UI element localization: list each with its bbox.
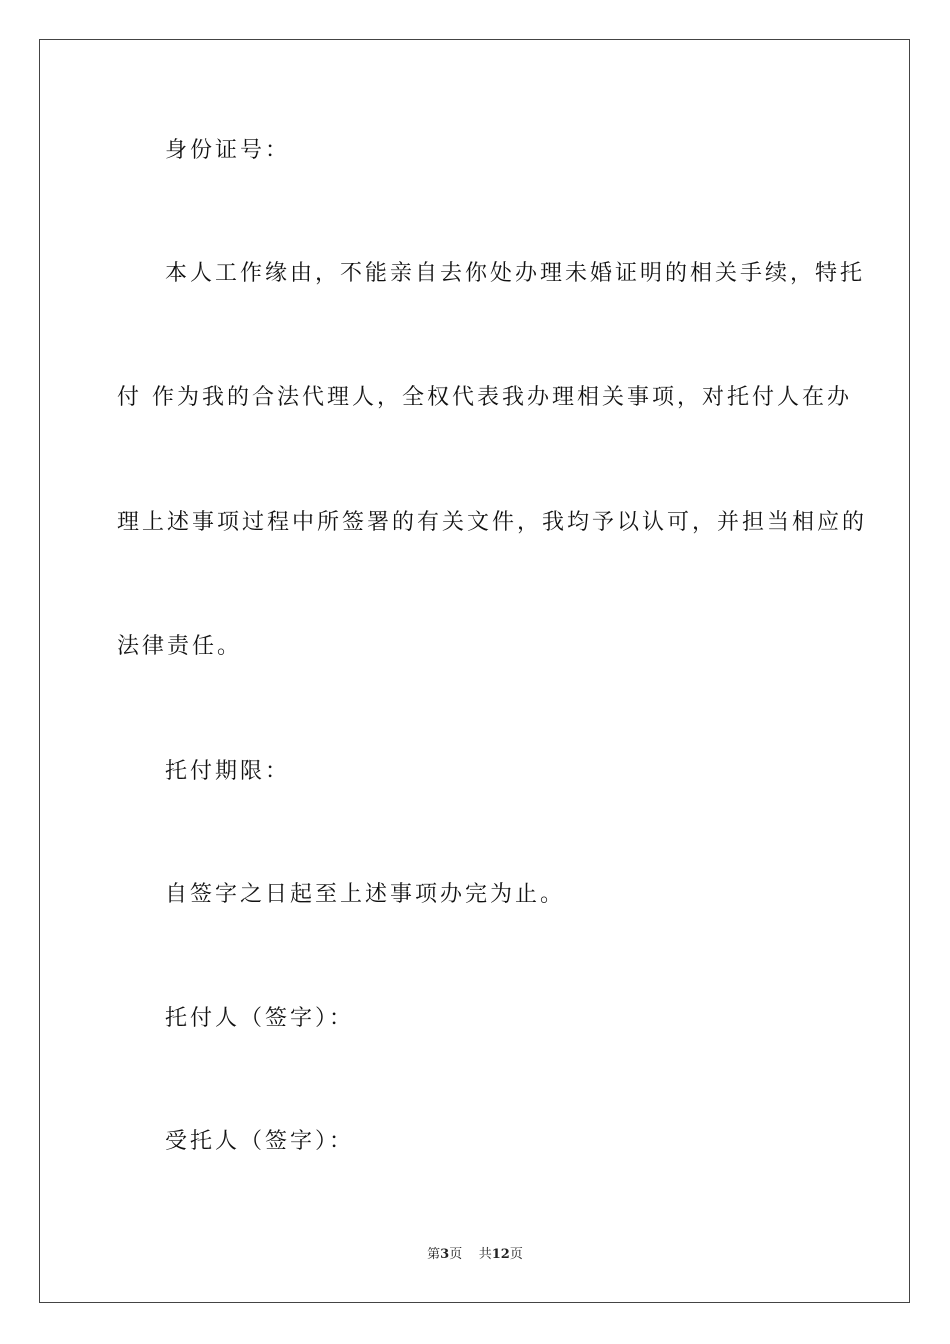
entrust-period-value: 自签字之日起至上述事项办完为止。 xyxy=(165,882,566,907)
total-prefix: 共 xyxy=(478,1247,492,1262)
principal-signature-line: 托付人（签字）： xyxy=(165,1006,355,1031)
page-frame xyxy=(39,39,910,1303)
total-suffix: 页 xyxy=(509,1247,523,1262)
body-paragraph-line-4: 法律责任。 xyxy=(117,634,243,659)
total-pages: 12 xyxy=(491,1247,510,1262)
body-paragraph-line-1: 本人工作缘由，不能亲自去你处办理未婚证明的相关手续，特托 xyxy=(165,261,866,286)
entrust-period-label: 托付期限： xyxy=(165,759,291,784)
page-number: 3 xyxy=(440,1247,450,1262)
page-prefix: 第 xyxy=(427,1247,441,1262)
id-number-line: 身份证号： xyxy=(165,138,291,163)
agent-signature-line: 受托人（签字）： xyxy=(165,1129,355,1154)
body-paragraph-line-2: 付 作为我的合法代理人，全权代表我办理相关事项，对托付人在办 xyxy=(117,385,852,410)
page-footer xyxy=(0,1246,950,1264)
page-suffix: 页 xyxy=(449,1247,463,1262)
body-paragraph-line-3: 理上述事项过程中所签署的有关文件，我均予以认可，并担当相应的 xyxy=(117,510,868,535)
